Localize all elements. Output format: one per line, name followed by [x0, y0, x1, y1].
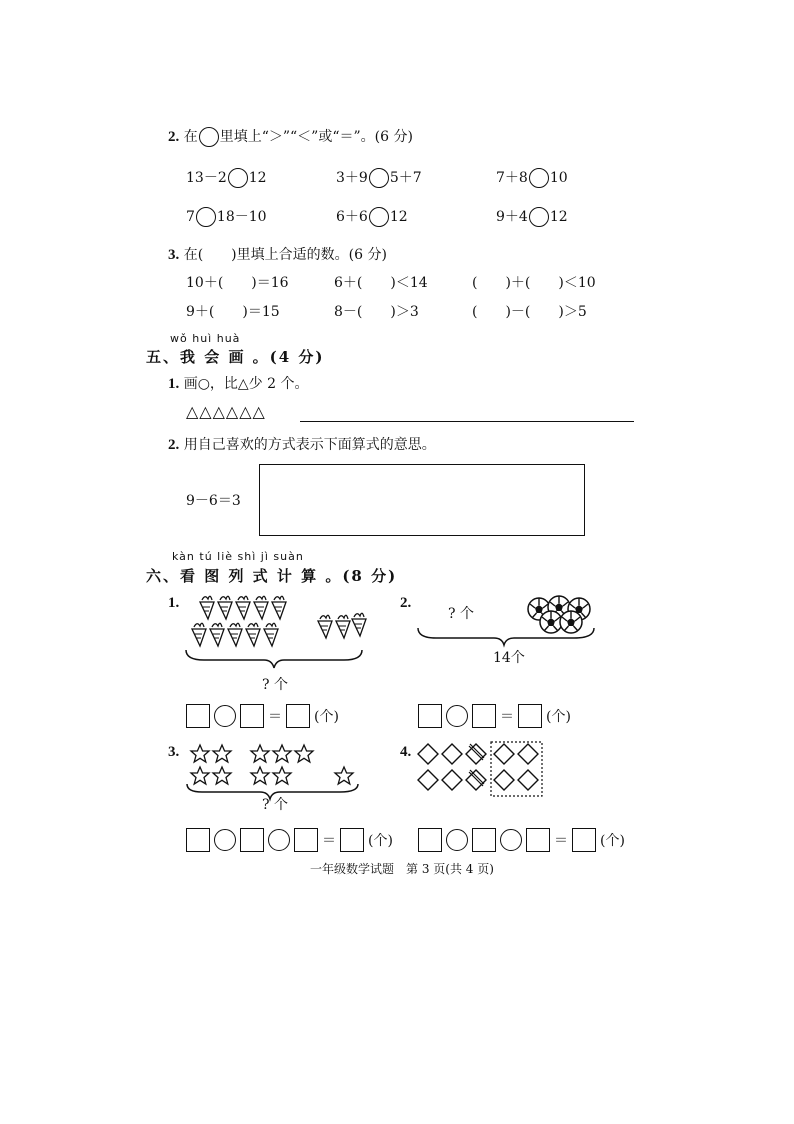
p1-number: 1. — [168, 595, 180, 611]
q2-item-5 — [336, 207, 408, 227]
q3-item-3[interactable]: ( )＋( )＜10 — [472, 275, 596, 291]
operator-circle[interactable] — [446, 705, 468, 727]
p1-label: ? 个 — [262, 677, 288, 693]
answer-box[interactable] — [186, 704, 210, 728]
equals-sign: ＝ — [268, 709, 282, 725]
q2-item-6 — [496, 207, 568, 227]
q3-item-6[interactable]: ( )－( )＞5 — [472, 304, 587, 320]
q2-item-right: 12 — [248, 170, 267, 186]
sec5-q2 — [168, 436, 436, 454]
q2-item-left: 9＋4 — [496, 209, 528, 225]
sec5-title: 五、我 会 画 。(4 分) — [146, 348, 325, 366]
operator-circle[interactable] — [268, 829, 290, 851]
stars-illustration — [184, 740, 364, 802]
q2-item-left: 3＋9 — [336, 170, 368, 186]
q3-item-2[interactable]: 6＋( )＜14 — [334, 275, 428, 291]
q2-item-right: 5＋7 — [389, 170, 422, 186]
soccer-ball-icon — [528, 596, 590, 633]
q2-item-left: 6＋6 — [336, 209, 368, 225]
q2-item-right: 10 — [549, 170, 568, 186]
answer-box[interactable] — [240, 704, 264, 728]
q2-item-left: 7＋8 — [496, 170, 528, 186]
answer-circle[interactable] — [529, 207, 549, 227]
p4-number: 4. — [400, 744, 412, 760]
carrot-icon — [318, 613, 366, 638]
answer-circle[interactable] — [369, 168, 389, 188]
answer-box[interactable] — [518, 704, 542, 728]
diamonds-illustration — [414, 740, 548, 800]
page-footer: 一年级数学试题 第 3 页(共 4 页) — [310, 862, 494, 876]
answer-box[interactable] — [186, 828, 210, 852]
p2-label-top: ? 个 — [448, 606, 474, 622]
operator-circle[interactable] — [214, 705, 236, 727]
q2-item-right: 12 — [389, 209, 408, 225]
q2-number: 2. — [168, 129, 180, 145]
answer-box[interactable] — [340, 828, 364, 852]
triangles-row: △△△△△△ — [186, 402, 266, 421]
operator-circle[interactable] — [446, 829, 468, 851]
answer-box[interactable] — [286, 704, 310, 728]
sec5-pinyin: wǒ huì huà — [170, 332, 241, 345]
q3-number: 3. — [168, 247, 180, 263]
operator-circle[interactable] — [500, 829, 522, 851]
answer-box[interactable] — [526, 828, 550, 852]
p3-label: ? 个 — [262, 797, 288, 813]
q2-instr-pre: 在 — [183, 129, 198, 145]
answer-box[interactable] — [240, 828, 264, 852]
carrot-icon — [192, 623, 278, 646]
p2-number: 2. — [400, 595, 412, 611]
q2-instruction — [168, 127, 413, 147]
sec6-title: 六、看 图 列 式 计 算 。(8 分) — [146, 567, 398, 585]
q2-item-left: 7 — [186, 209, 195, 225]
equals-sign: ＝ — [500, 709, 514, 725]
unit-label: (个) — [368, 833, 393, 849]
carrot-icon — [200, 596, 286, 619]
q2-instr-post: 里填上“＞”“＜”或“＝”。(6 分) — [219, 129, 413, 145]
q2-item-right: 12 — [549, 209, 568, 225]
star-icon — [191, 745, 353, 784]
carrots-illustration — [184, 592, 369, 674]
p2-label-bottom: 14个 — [493, 650, 525, 666]
answer-circle[interactable] — [228, 168, 248, 188]
answer-box[interactable] — [572, 828, 596, 852]
sec5-q1-text: 画○，比△少 2 个。 — [183, 376, 309, 392]
q3-instruction — [168, 246, 387, 264]
sec5-q1-number: 1. — [168, 376, 180, 392]
operator-circle[interactable] — [214, 829, 236, 851]
answer-box[interactable] — [472, 704, 496, 728]
q3-instr: 在( )里填上合适的数。(6 分) — [183, 247, 387, 263]
answer-box[interactable] — [418, 704, 442, 728]
q3-item-1[interactable]: 10＋( )＝16 — [186, 275, 289, 291]
answer-circle[interactable] — [529, 168, 549, 188]
sec5-q1 — [168, 375, 309, 393]
answer-circle[interactable] — [196, 207, 216, 227]
q2-item-1 — [186, 168, 267, 188]
q2-item-4 — [186, 207, 267, 227]
q2-item-3 — [496, 168, 568, 188]
answer-box[interactable] — [418, 828, 442, 852]
unit-label: (个) — [314, 709, 339, 725]
diamond-icon — [418, 744, 538, 790]
q3-item-4[interactable]: 9＋( )＝15 — [186, 304, 280, 320]
equals-sign: ＝ — [322, 833, 336, 849]
p3-number: 3. — [168, 744, 180, 760]
balls-illustration — [414, 594, 604, 654]
drawing-line[interactable] — [300, 421, 634, 422]
p4-equation — [418, 828, 625, 852]
equals-sign: ＝ — [554, 833, 568, 849]
answer-circle[interactable] — [369, 207, 389, 227]
answer-box[interactable] — [294, 828, 318, 852]
p1-equation — [186, 704, 339, 728]
q2-item-left: 13－2 — [186, 170, 227, 186]
sec5-equation: 9－6＝3 — [186, 493, 241, 509]
answer-box[interactable] — [472, 828, 496, 852]
p3-equation — [186, 828, 393, 852]
q3-item-5[interactable]: 8－( )＞3 — [334, 304, 419, 320]
unit-label: (个) — [546, 709, 571, 725]
q2-item-2 — [336, 168, 422, 188]
brace-icon — [186, 650, 362, 668]
circle-icon — [199, 127, 219, 147]
sec5-q2-number: 2. — [168, 437, 180, 453]
sec5-q2-text: 用自己喜欢的方式表示下面算式的意思。 — [183, 437, 436, 453]
drawing-box[interactable] — [259, 464, 585, 536]
unit-label: (个) — [600, 833, 625, 849]
p2-equation — [418, 704, 571, 728]
q2-item-right: 18－10 — [216, 209, 267, 225]
sec6-pinyin: kàn tú liè shì jì suàn — [172, 550, 304, 563]
